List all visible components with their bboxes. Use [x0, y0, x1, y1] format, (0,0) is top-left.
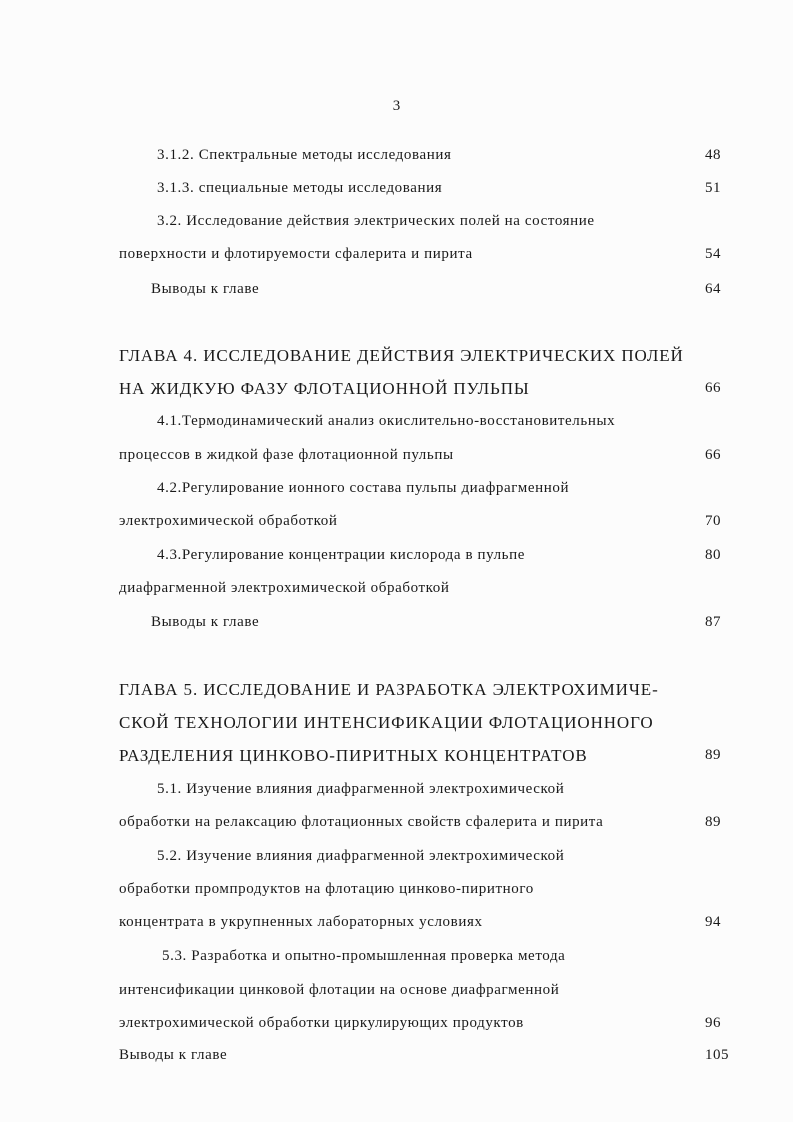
toc-entry-text-line1: 5.1. Изучение влияния диафрагменной электрохимической — [157, 781, 565, 797]
toc-entry-page: 105 — [705, 1047, 729, 1063]
toc-entry-text-line2: диафрагменной электрохимической обработкой — [119, 580, 450, 596]
page-number: 3 — [392, 98, 401, 114]
chapter-title-line1: ГЛАВА 5. ИССЛЕДОВАНИЕ И РАЗРАБОТКА ЭЛЕКТРОХИМИЧЕ- — [119, 680, 659, 699]
toc-entry-text-line1: 4.3.Регулирование концентрации кислорода в пульпе — [157, 547, 525, 563]
toc-entry-text-line1: 4.1.Термодинамический анализ окислительно-восстановительных — [157, 413, 616, 429]
toc-entry-page: 54 — [705, 246, 721, 262]
toc-entry-text-line1: 3.2. Исследование действия электрических полей на состояние — [157, 213, 595, 229]
toc-entry-page: 96 — [705, 1015, 721, 1031]
chapter-title-line2: СКОЙ ТЕХНОЛОГИИ ИНТЕНСИФИКАЦИИ ФЛОТАЦИОННОГО — [119, 713, 654, 732]
chapter-title-line3: РАЗДЕЛЕНИЯ ЦИНКОВО-ПИРИТНЫХ КОНЦЕНТРАТОВ — [119, 746, 588, 765]
toc-entry-text-line1: 4.2.Регулирование ионного состава пульпы диафрагменной — [157, 480, 570, 496]
toc-entry-text-line2: электрохимической обработкой — [119, 513, 338, 529]
toc-entry-text: 3.1.3. специальные методы исследования — [157, 180, 443, 196]
toc-entry-text-line2: поверхности и флотируемости сфалерита и пирита — [119, 246, 473, 262]
toc-entry-text: Выводы к главе — [151, 281, 260, 297]
toc-entry-text-line2: интенсификации цинковой флотации на основе диафрагменной — [119, 982, 560, 998]
toc-entry-page: 48 — [705, 147, 721, 163]
toc-entry-text-line1: 5.3. Разработка и опытно-промышленная проверка метода — [162, 948, 566, 964]
toc-entry-page: 80 — [705, 547, 721, 563]
chapter-title-line1: ГЛАВА 4. ИССЛЕДОВАНИЕ ДЕЙСТВИЯ ЭЛЕКТРИЧЕСКИХ ПОЛЕЙ — [119, 346, 684, 365]
toc-entry-page: 89 — [705, 814, 721, 830]
toc-entry-text: Выводы к главе — [119, 1047, 228, 1063]
toc-entry-page: 51 — [705, 180, 721, 196]
toc-entry-page: 87 — [705, 614, 721, 630]
toc-entry-text: Выводы к главе — [151, 614, 260, 630]
toc-entry-page: 64 — [705, 281, 721, 297]
toc-entry-page: 66 — [705, 380, 721, 396]
toc-entry-text-line2: обработки на релаксацию флотационных свойств сфалерита и пирита — [119, 814, 604, 830]
toc-entry-text-line1: 5.2. Изучение влияния диафрагменной электрохимической — [157, 848, 565, 864]
toc-entry-text-line2: процессов в жидкой фазе флотационной пульпы — [119, 447, 454, 463]
toc-entry-text-line2: обработки промпродуктов на флотацию цинково-пиритного — [119, 881, 534, 897]
toc-entry-page: 66 — [705, 447, 721, 463]
toc-entry-page: 89 — [705, 747, 721, 763]
toc-entry-text-line3: концентрата в укрупненных лабораторных условиях — [119, 914, 483, 930]
toc-entry-page: 94 — [705, 914, 721, 930]
toc-entry-page: 70 — [705, 513, 721, 529]
toc-entry-text: 3.1.2. Спектральные методы исследования — [157, 147, 452, 163]
toc-entry-text-line3: электрохимической обработки циркулирующих продуктов — [119, 1015, 524, 1031]
chapter-title-line2: НА ЖИДКУЮ ФАЗУ ФЛОТАЦИОННОЙ ПУЛЬПЫ — [119, 379, 530, 398]
